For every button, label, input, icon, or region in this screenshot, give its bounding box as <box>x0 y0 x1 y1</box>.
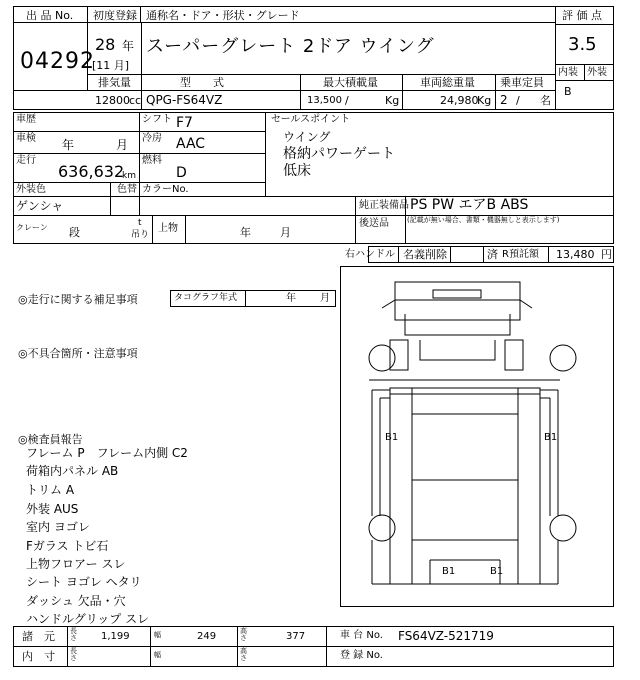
defects-label: ◎不具合箇所・注意事項 <box>18 347 138 360</box>
inspector-item: 上物フロアー スレ <box>26 557 126 571</box>
length-label: 長さ <box>70 627 77 642</box>
aftermarket-label: 後送品 <box>359 218 389 229</box>
capacity-value: 2 <box>500 93 508 107</box>
crane-ton: t <box>138 218 142 228</box>
exterior-label: 外装 <box>587 67 607 78</box>
mileage-label: 走行 <box>16 155 36 166</box>
tachograph-label: タコグラフ年式 <box>174 293 238 303</box>
damage-mark: B1 <box>442 566 456 577</box>
gross-weight-value: 24,980 <box>440 94 479 107</box>
aftermarket-note: (記載が無い場合、書類・機器無しと表示します) <box>407 216 560 224</box>
model-code: QPG-FS64VZ <box>146 93 223 107</box>
car-name-label: 通称名・ドア・形状・グレード <box>146 9 300 22</box>
first-registration-label: 初度登録 <box>93 9 137 22</box>
recycle-label: R預託額 <box>502 249 539 260</box>
lot-label: 出 品 No. <box>26 9 74 22</box>
color-label: 外装色 <box>16 184 46 195</box>
length-value: 1,199 <box>101 631 130 642</box>
inspector-item: ハンドルグリップ スレ <box>26 612 150 626</box>
driving-notes-label: ◎走行に関する補足事項 <box>18 293 138 306</box>
capacity-sep: / <box>516 94 520 107</box>
max-load-sep: / <box>345 94 349 107</box>
displacement-value: 12800 <box>95 94 130 107</box>
equipment-label: 純正装備品 <box>359 200 409 211</box>
max-load-unit: Kg <box>385 94 400 107</box>
recycle-amount: 13,480 <box>556 248 595 261</box>
inspection-year-unit: 年 <box>62 138 75 152</box>
color-change-label: 色替 <box>117 184 137 195</box>
inner-width-label: 幅 <box>154 651 161 659</box>
body-year-unit: 年 <box>240 226 251 239</box>
sales-point-3: 低床 <box>283 163 311 179</box>
inspector-report-label: ◎検査員報告 <box>18 433 83 446</box>
crane-stage: 段 <box>69 226 80 239</box>
tachograph-month-unit: 月 <box>320 293 330 304</box>
fuel-label: 燃料 <box>142 155 162 166</box>
registration-year: 28 <box>95 35 116 54</box>
car-name: スーパーグレート 2ドア ウイング <box>146 36 435 57</box>
inspector-item: 室内 ヨゴレ <box>26 520 90 534</box>
inspector-item: 荷箱内パネル AB <box>26 464 119 478</box>
height-label: 高さ <box>240 627 247 642</box>
inner-height-label: 高さ <box>240 647 247 662</box>
damage-mark: B1 <box>490 566 504 577</box>
width-value: 249 <box>197 631 217 642</box>
height-value: 377 <box>286 631 306 642</box>
inspector-item: フレーム P フレーム内側 C2 <box>26 446 188 460</box>
spec-label: 諸 元 <box>22 630 55 643</box>
capacity-unit: 名 <box>540 94 551 107</box>
tachograph-year-unit: 年 <box>286 293 296 304</box>
max-load-label: 最大積載量 <box>323 76 378 89</box>
transfer-label: 名義削除 <box>403 248 447 261</box>
shift-value: F7 <box>176 115 193 131</box>
body-month-unit: 月 <box>280 226 291 239</box>
fuel-value: D <box>176 165 187 181</box>
recycle-unit: 円 <box>601 248 612 261</box>
chassis-label: 車 台 No. <box>340 630 383 641</box>
ac-label: 冷房 <box>142 133 162 144</box>
shift-label: シフト <box>142 114 172 125</box>
inspector-item: ダッシュ 欠品・穴 <box>26 594 126 608</box>
gross-weight-unit: Kg <box>477 94 492 107</box>
sales-point-label: セールスポイント <box>271 114 351 125</box>
capacity-label: 乗車定員 <box>500 76 544 89</box>
interior-grade: B <box>564 85 572 98</box>
color-number-label: カラーNo. <box>142 184 189 195</box>
max-load-value: 13,500 <box>307 95 342 106</box>
interior-label: 内装 <box>558 67 578 78</box>
registration-month: [11 月] <box>92 59 130 72</box>
sales-point-2: 格納パワーゲート <box>283 146 395 162</box>
equipment-value: PS PW エアB ABS <box>410 197 529 213</box>
crane-lift: 吊り <box>131 230 150 240</box>
body-label: 上物 <box>158 223 178 234</box>
damage-mark: B1 <box>385 432 399 443</box>
color-value: ゲンシャ <box>16 199 64 213</box>
model-label: 型 式 <box>180 76 224 89</box>
inspector-item: トリム A <box>26 483 75 497</box>
history-label: 車歴 <box>16 114 36 125</box>
sales-point-1: ウイング <box>283 130 331 144</box>
rhd-badge: 右ハンドル <box>345 249 395 260</box>
mileage-value: 636,632 <box>58 162 125 181</box>
inner-length-label: 長さ <box>70 647 77 662</box>
chassis-number: FS64VZ-521719 <box>398 629 494 643</box>
lot-number: 04292 <box>20 49 95 74</box>
inspector-item: Fガラス トビ石 <box>26 539 109 553</box>
width-label: 幅 <box>154 631 161 639</box>
mileage-unit: km <box>122 171 136 181</box>
crane-label: クレーン <box>16 223 48 232</box>
displacement-label: 排気量 <box>98 76 131 89</box>
inspector-item: シート ヨゴレ ヘタリ <box>26 575 142 589</box>
grade-label: 評 価 点 <box>562 9 602 22</box>
recycle-prefix: 済 <box>487 248 498 261</box>
year-unit: 年 <box>122 39 135 53</box>
ac-value: AAC <box>176 136 206 152</box>
displacement-unit: cc <box>129 94 142 107</box>
overall-grade: 3.5 <box>568 34 597 55</box>
inspection-month-unit: 月 <box>116 138 129 152</box>
inspection-label: 車検 <box>16 133 36 144</box>
damage-mark: B1 <box>544 432 558 443</box>
gross-weight-label: 車両総重量 <box>420 76 475 89</box>
registration-number-label: 登 録 No. <box>340 650 383 661</box>
inspector-item: 外装 AUS <box>26 502 79 516</box>
inner-dimensions-label: 内 寸 <box>22 650 55 663</box>
